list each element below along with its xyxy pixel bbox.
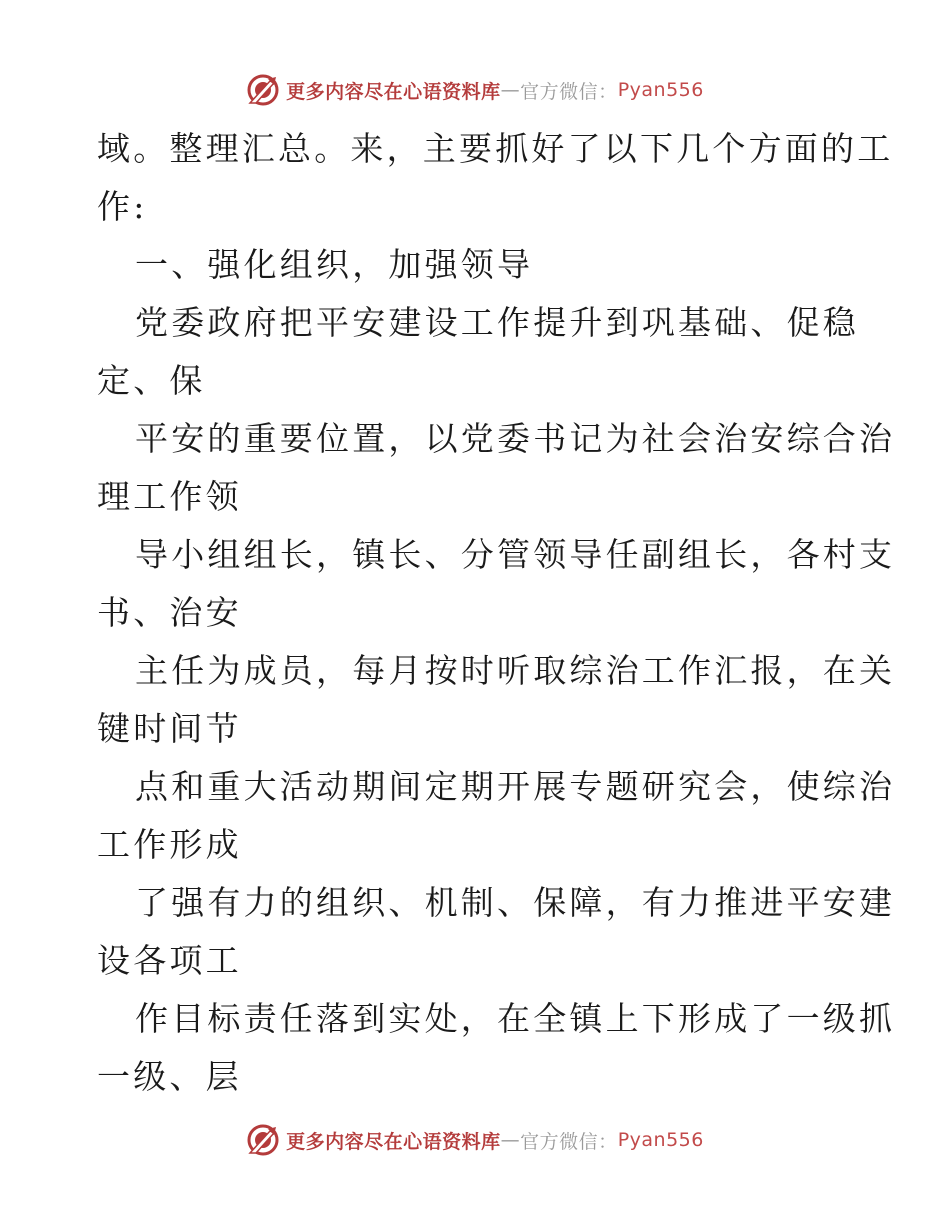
text-line: 主任为成员，每月按时听取综治工作汇报，在关 — [135, 651, 896, 690]
text-line: 一、强化组织，加强领导 — [135, 245, 534, 284]
text-line: 定、保 — [97, 361, 206, 400]
text-line: 导小组组长，镇长、分管领导任副组长，各村支 — [135, 535, 896, 574]
watermark-contact-handle: Pyan556 — [617, 79, 704, 101]
watermark-brand: 更多内容尽在心语资料库 — [286, 80, 501, 103]
footer-watermark — [0, 1120, 950, 1160]
text-line: 了强有力的组织、机制、保障，有力推进平安建 — [135, 883, 896, 922]
header-watermark — [0, 70, 950, 110]
text-line: 理工作领 — [97, 477, 242, 516]
text-line: 设各项工 — [97, 941, 242, 980]
text-line: 书、治安 — [97, 593, 242, 632]
watermark-separator: — — [500, 79, 521, 101]
text-line: 作目标责任落到实处，在全镇上下形成了一级抓 — [135, 999, 896, 1038]
watermark-contact-handle: Pyan556 — [617, 1129, 704, 1151]
watermark-brand: 更多内容尽在心语资料库 — [286, 1130, 501, 1153]
text-line: 一级、层 — [97, 1057, 242, 1096]
watermark-contact-label: 官方微信： — [520, 80, 618, 103]
quill-seal-icon — [246, 73, 280, 107]
text-line: 党委政府把平安建设工作提升到巩基础、促稳 — [135, 303, 859, 342]
text-line: 域。整理汇总。来，主要抓好了以下几个方面的工 — [97, 129, 894, 168]
quill-seal-icon — [246, 1123, 280, 1157]
text-line: 点和重大活动期间定期开展专题研究会，使综治 — [135, 767, 896, 806]
watermark-contact-label: 官方微信： — [520, 1130, 618, 1153]
text-line: 键时间节 — [97, 709, 242, 748]
text-line: 工作形成 — [97, 825, 242, 864]
document-body — [97, 120, 896, 1106]
text-line: 作: — [97, 187, 148, 226]
text-line: 平安的重要位置，以党委书记为社会治安综合治 — [135, 419, 896, 458]
watermark-separator: — — [500, 1129, 521, 1151]
